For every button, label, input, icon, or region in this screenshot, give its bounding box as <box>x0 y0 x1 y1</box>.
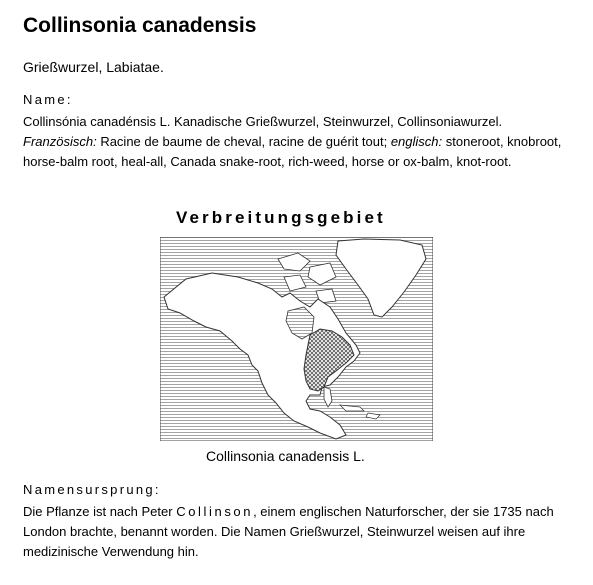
origin-text-start: Die Pflanze ist nach Peter <box>23 504 177 519</box>
map-caption: Collinsonia canadensis L. <box>206 448 365 464</box>
page-subtitle: Grießwurzel, Labiatae. <box>23 59 164 75</box>
french-label: Französisch: <box>23 134 97 149</box>
origin-text-end: , einem englischen Naturforscher, der sie 1735 nach London brachte, benannt worden. Die Namen Grießwurzel, Steinwurzel weisen auf ihre medizinische Verwendung hin. <box>23 504 554 559</box>
name-section-label: Name: <box>23 92 73 107</box>
distribution-map-svg <box>160 237 433 441</box>
name-line: Collinsónia canadénsis L. Kanadische Grießwurzel, Steinwurzel, Collinsoniawurzel. <box>23 114 503 129</box>
english-names: stoneroot, knobroot, horse-balm root, heal-all, Canada snake-root, rich-weed, horse or ox-balm, knot-root. <box>23 134 562 169</box>
page-title: Collinsonia canadensis <box>23 14 257 37</box>
name-section-text <box>23 112 568 172</box>
english-label: englisch: <box>390 134 443 149</box>
map-title: Verbreitungsgebiet <box>176 208 386 227</box>
french-names: Racine de baume de cheval, racine de guérit tout; <box>96 134 391 149</box>
collinson-name: Collinson <box>176 504 254 519</box>
distribution-map <box>160 237 433 446</box>
origin-section-label: Namensursprung: <box>23 482 161 497</box>
origin-section-text <box>23 502 568 562</box>
